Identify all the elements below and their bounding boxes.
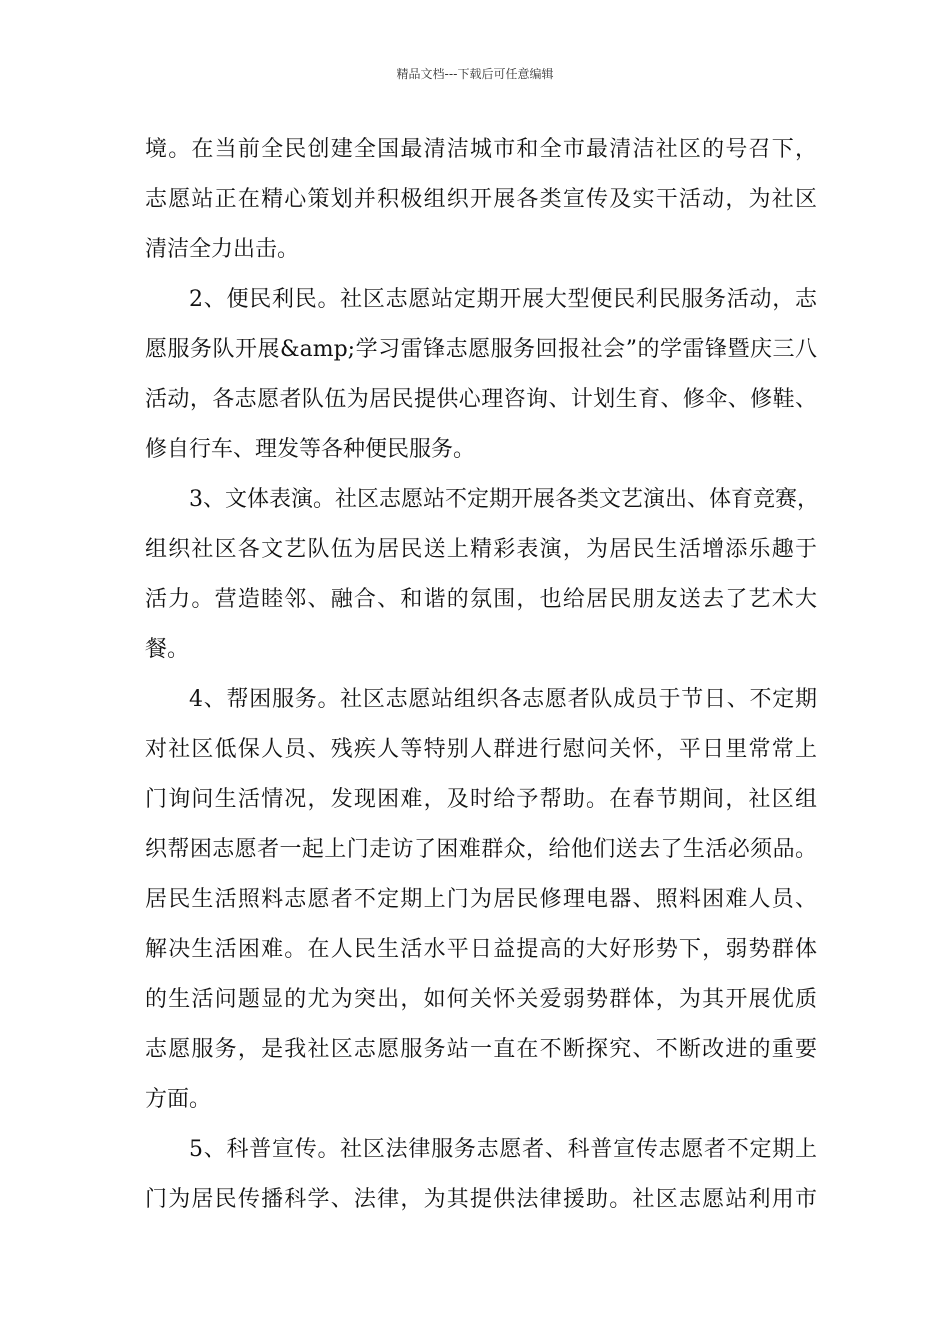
text-line: 居民生活照料志愿者不定期上门为居民修理电器、照料困难人员、 [145,887,817,912]
text-line: 方面。 [145,1087,212,1112]
document-body [145,125,817,1225]
text-line: 组织社区各文艺队伍为居民送上精彩表演，为居民生活增添乐趣于 [145,537,817,562]
text-line: 3、文体表演。社区志愿站不定期开展各类文艺演出、体育竞赛， [189,487,819,512]
text-line: 修自行车、理发等各种便民服务。 [145,437,476,462]
paragraph [145,275,817,475]
text-line: 境。在当前全民创建全国最清洁城市和全市最清洁社区的号召下， [145,137,817,162]
text-line: 门为居民传播科学、法律，为其提供法律援助。社区志愿站利用市 [145,1187,817,1212]
text-line: 愿服务队开展&amp;学习雷锋志愿服务回报社会”的学雷锋暨庆三八 [145,337,817,362]
paragraph [145,125,817,275]
text-line: 餐。 [145,637,190,662]
text-line: 志愿站正在精心策划并积极组织开展各类宣传及实干活动，为社区 [145,187,817,212]
text-line: 2、便民利民。社区志愿站定期开展大型便民利民服务活动，志 [189,287,817,312]
text-line: 解决生活困难。在人民生活水平日益提高的大好形势下，弱势群体 [145,937,817,962]
text-line: 的生活问题显的尤为突出，如何关怀关爱弱势群体，为其开展优质 [145,987,817,1012]
text-line: 志愿服务，是我社区志愿服务站一直在不断探究、不断改进的重要 [145,1037,817,1062]
text-line: 对社区低保人员、残疾人等特别人群进行慰问关怀，平日里常常上 [145,737,817,762]
paragraph [145,475,817,675]
text-line: 5、科普宣传。社区法律服务志愿者、科普宣传志愿者不定期上 [189,1137,817,1162]
text-line: 清洁全力出击。 [145,237,300,262]
paragraph [145,1125,817,1225]
text-line: 织帮困志愿者一起上门走访了困难群众，给他们送去了生活必须品。 [145,837,817,862]
text-line: 门询问生活情况，发现困难，及时给予帮助。在春节期间，社区组 [145,787,817,812]
text-line: 4、帮困服务。社区志愿站组织各志愿者队成员于节日、不定期 [189,687,817,712]
paragraph [145,675,817,1125]
text-line: 活力。营造睦邻、融合、和谐的氛围，也给居民朋友送去了艺术大 [145,587,817,612]
page-header: 精品文档---下载后可任意编辑 [396,67,554,81]
text-line: 活动，各志愿者队伍为居民提供心理咨询、计划生育、修伞、修鞋、 [145,387,817,412]
